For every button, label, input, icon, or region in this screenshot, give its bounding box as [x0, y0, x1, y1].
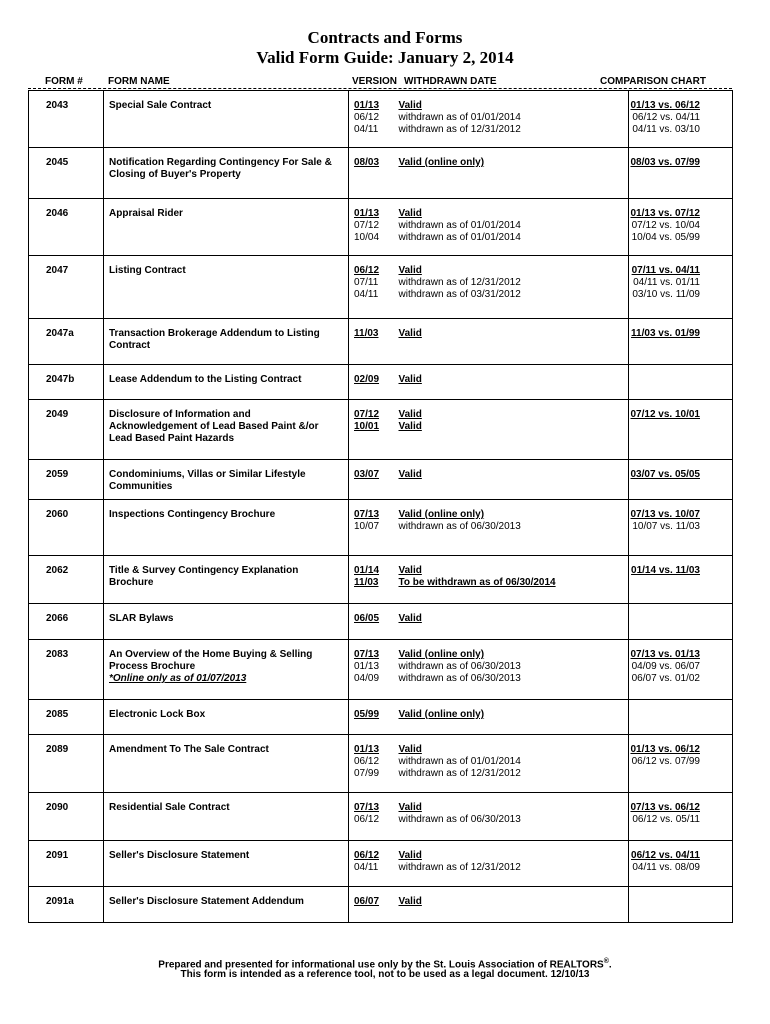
version-cell [349, 400, 399, 460]
comparison-line: 01/13 vs. 07/12 [630, 208, 700, 219]
withdrawn-line: Valid [398, 374, 422, 385]
form-name [104, 148, 349, 199]
table-row [29, 841, 733, 887]
withdrawn-line: withdrawn as of 01/01/2014 [398, 232, 521, 243]
comparison-line: 11/03 vs. 01/99 [631, 328, 700, 339]
form-name [104, 91, 349, 148]
form-name-line: Communities [109, 481, 173, 492]
form-name [104, 700, 349, 735]
version-line: 10/01 [354, 421, 380, 432]
comparison-line: 07/12 vs. 10/04 [631, 220, 700, 231]
forms-table [28, 90, 733, 923]
withdrawn-line: Valid [398, 850, 422, 861]
form-number: 2043 [29, 91, 104, 148]
withdrawn-line: Valid [398, 409, 422, 420]
form-number: 2046 [29, 199, 104, 256]
form-name-line: Brochure [109, 577, 154, 588]
comparison-cell [629, 319, 733, 365]
version-line: 06/07 [354, 896, 380, 907]
version-line: 07/13 [354, 649, 380, 660]
version-line: 07/13 [354, 509, 380, 520]
version-line: 11/03 [354, 577, 379, 588]
version-line: 05/99 [354, 709, 380, 720]
comparison-cell [629, 256, 733, 319]
form-name-line: Lead Based Paint Hazards [109, 433, 235, 444]
header-form-num: FORM # [45, 76, 83, 87]
version-cell [349, 500, 399, 556]
form-name-line: Seller's Disclosure Statement Addendum [109, 896, 304, 907]
form-number: 2089 [29, 735, 104, 793]
form-number: 2060 [29, 500, 104, 556]
withdrawn-cell [399, 199, 629, 256]
comparison-line: 08/03 vs. 07/99 [630, 157, 700, 168]
table-row [29, 256, 733, 319]
table-row [29, 91, 733, 148]
comparison-line: 03/07 vs. 05/05 [630, 469, 700, 480]
version-line: 07/12 [354, 220, 380, 231]
page-subtitle: Valid Form Guide: January 2, 2014 [256, 48, 514, 67]
form-name [104, 365, 349, 400]
form-number: 2049 [29, 400, 104, 460]
comparison-cell [629, 400, 733, 460]
table-row [29, 556, 733, 604]
version-line: 04/11 [354, 289, 379, 300]
comparison-cell [629, 500, 733, 556]
withdrawn-cell [399, 700, 629, 735]
withdrawn-line: Valid (online only) [398, 649, 485, 660]
withdrawn-line: withdrawn as of 01/01/2014 [398, 756, 521, 767]
version-line: 10/07 [354, 521, 380, 532]
comparison-cell [629, 148, 733, 199]
withdrawn-cell [399, 500, 629, 556]
withdrawn-cell [399, 319, 629, 365]
header-version: VERSION [352, 76, 398, 87]
withdrawn-line: To be withdrawn as of 06/30/2014 [398, 577, 556, 588]
version-cell [349, 793, 399, 841]
form-name [104, 556, 349, 604]
comparison-line: 06/12 vs. 07/99 [631, 756, 700, 767]
version-line: 04/09 [354, 673, 380, 684]
form-name-line: Process Brochure [109, 661, 196, 672]
form-name [104, 400, 349, 460]
header-divider [28, 88, 732, 89]
form-number: 2085 [29, 700, 104, 735]
version-line: 06/05 [354, 613, 380, 624]
comparison-line: 04/11 vs. 03/10 [632, 124, 700, 135]
withdrawn-line: withdrawn as of 06/30/2013 [398, 814, 521, 825]
version-line: 03/07 [354, 469, 380, 480]
form-name [104, 604, 349, 640]
form-number: 2062 [29, 556, 104, 604]
comparison-line: 04/11 vs. 08/09 [632, 862, 700, 873]
version-line: 07/13 [354, 802, 380, 813]
withdrawn-line: withdrawn as of 03/31/2012 [398, 289, 521, 300]
form-name [104, 841, 349, 887]
registered-mark: ® [603, 958, 609, 965]
version-line: 10/04 [354, 232, 380, 243]
version-line: 11/03 [354, 328, 379, 339]
form-number: 2091a [29, 887, 104, 923]
table-row [29, 700, 733, 735]
withdrawn-line: Valid [398, 613, 422, 624]
version-line: 01/13 [354, 208, 380, 219]
form-name-line: *Online only as of 01/07/2013 [109, 673, 247, 684]
withdrawn-line: Valid [398, 208, 422, 219]
version-line: 01/14 [354, 565, 380, 576]
comparison-cell [629, 556, 733, 604]
table-row [29, 400, 733, 460]
form-name-line: Listing Contract [109, 265, 186, 276]
comparison-line: 04/09 vs. 06/07 [631, 661, 700, 672]
comparison-line: 07/13 vs. 10/07 [630, 509, 700, 520]
withdrawn-line: Valid [398, 100, 422, 111]
version-line: 01/13 [354, 100, 380, 111]
form-number: 2047b [29, 365, 104, 400]
comparison-line: 07/13 vs. 01/13 [630, 649, 700, 660]
version-cell [349, 460, 399, 500]
version-line: 07/11 [354, 277, 379, 288]
form-name-line: Transaction Brokerage Addendum to Listing [109, 328, 320, 339]
version-line: 04/11 [354, 124, 379, 135]
page-title: Contracts and Forms [307, 28, 463, 47]
form-number: 2047 [29, 256, 104, 319]
comparison-cell [629, 91, 733, 148]
withdrawn-cell [399, 556, 629, 604]
withdrawn-cell [399, 91, 629, 148]
form-name-line: Inspections Contingency Brochure [109, 509, 276, 520]
withdrawn-line: Valid [398, 328, 422, 339]
version-line: 06/12 [354, 756, 380, 767]
form-name [104, 500, 349, 556]
comparison-line: 07/13 vs. 06/12 [630, 802, 700, 813]
table-row [29, 199, 733, 256]
withdrawn-line: Valid (online only) [398, 509, 485, 520]
version-cell [349, 700, 399, 735]
version-cell [349, 319, 399, 365]
version-cell [349, 640, 399, 700]
version-line: 08/03 [354, 157, 380, 168]
version-line: 07/99 [354, 768, 380, 779]
comparison-cell [629, 199, 733, 256]
footer-line-1-text: Prepared and presented for informational use only by the St. Louis Association of REALTORS [158, 959, 604, 971]
table-row [29, 793, 733, 841]
form-name-line: Lease Addendum to the Listing Contract [109, 374, 302, 385]
form-name-line: An Overview of the Home Buying & Selling [109, 649, 313, 660]
comparison-line: 07/12 vs. 10/01 [630, 409, 700, 420]
comparison-line: 01/13 vs. 06/12 [630, 744, 700, 755]
table-row [29, 460, 733, 500]
comparison-line: 06/12 vs. 04/11 [631, 850, 700, 861]
comparison-line: 01/14 vs. 11/03 [631, 565, 700, 576]
withdrawn-cell [399, 887, 629, 923]
version-cell [349, 887, 399, 923]
version-cell [349, 556, 399, 604]
comparison-cell [629, 735, 733, 793]
withdrawn-line: Valid (online only) [398, 709, 485, 720]
withdrawn-line: withdrawn as of 06/30/2013 [398, 521, 521, 532]
header-form-name: FORM NAME [108, 76, 170, 87]
comparison-cell [629, 604, 733, 640]
form-name [104, 319, 349, 365]
withdrawn-line: Valid (online only) [398, 157, 485, 168]
form-number: 2090 [29, 793, 104, 841]
form-name [104, 460, 349, 500]
comparison-line: 07/11 vs. 04/11 [631, 265, 700, 276]
form-number: 2083 [29, 640, 104, 700]
comparison-cell [629, 887, 733, 923]
table-row [29, 148, 733, 199]
version-cell [349, 256, 399, 319]
comparison-line: 06/07 vs. 01/02 [631, 673, 700, 684]
table-row [29, 887, 733, 923]
form-name [104, 256, 349, 319]
form-name [104, 640, 349, 700]
withdrawn-line: withdrawn as of 12/31/2012 [398, 768, 521, 779]
comparison-line: 01/13 vs. 06/12 [630, 100, 700, 111]
table-row [29, 640, 733, 700]
withdrawn-cell [399, 365, 629, 400]
version-cell [349, 735, 399, 793]
form-name-line: Contract [109, 340, 151, 351]
form-name-line: Closing of Buyer's Property [109, 169, 241, 180]
comparison-line: 10/07 vs. 11/03 [632, 521, 700, 532]
form-name-line: Notification Regarding Contingency For Sale & [109, 157, 332, 168]
footer-line-2: This form is intended as a reference tool, not to be used as a legal document. 12/10/13 [180, 969, 590, 980]
version-cell [349, 148, 399, 199]
comparison-cell [629, 700, 733, 735]
withdrawn-cell [399, 148, 629, 199]
withdrawn-line: Valid [398, 896, 422, 907]
form-number: 2066 [29, 604, 104, 640]
version-line: 07/12 [354, 409, 380, 420]
version-cell [349, 91, 399, 148]
version-line: 06/12 [354, 814, 380, 825]
table-row [29, 735, 733, 793]
form-name-line: Appraisal Rider [109, 208, 183, 219]
comparison-line: 06/12 vs. 05/11 [632, 814, 700, 825]
form-name-line: Residential Sale Contract [109, 802, 230, 813]
withdrawn-line: withdrawn as of 12/31/2012 [398, 124, 521, 135]
withdrawn-line: Valid [398, 469, 422, 480]
version-line: 06/12 [354, 265, 380, 276]
footer-line-1-end: . [608, 959, 612, 971]
version-line: 04/11 [354, 862, 379, 873]
withdrawn-cell [399, 841, 629, 887]
version-line: 01/13 [354, 744, 380, 755]
version-cell [349, 841, 399, 887]
form-number: 2059 [29, 460, 104, 500]
withdrawn-line: Valid [398, 265, 422, 276]
withdrawn-cell [399, 400, 629, 460]
withdrawn-cell [399, 640, 629, 700]
version-cell [349, 199, 399, 256]
withdrawn-line: Valid [398, 565, 422, 576]
withdrawn-cell [399, 604, 629, 640]
comparison-cell [629, 460, 733, 500]
withdrawn-line: withdrawn as of 01/01/2014 [398, 220, 521, 231]
withdrawn-line: withdrawn as of 06/30/2013 [398, 673, 521, 684]
version-line: 02/09 [354, 374, 380, 385]
comparison-cell [629, 841, 733, 887]
form-name-line: Seller's Disclosure Statement [109, 850, 250, 861]
header-withdrawn-date: WITHDRAWN DATE [404, 76, 497, 87]
comparison-cell [629, 793, 733, 841]
withdrawn-line: withdrawn as of 01/01/2014 [398, 112, 521, 123]
form-name [104, 887, 349, 923]
form-name [104, 793, 349, 841]
withdrawn-cell [399, 793, 629, 841]
version-cell [349, 365, 399, 400]
table-row [29, 319, 733, 365]
withdrawn-cell [399, 735, 629, 793]
version-line: 01/13 [354, 661, 380, 672]
withdrawn-line: withdrawn as of 12/31/2012 [398, 862, 521, 873]
withdrawn-line: Valid [398, 802, 422, 813]
form-name-line: Acknowledgement of Lead Based Paint &/or [109, 421, 319, 432]
comparison-line: 10/04 vs. 05/99 [631, 232, 700, 243]
form-number: 2047a [29, 319, 104, 365]
form-number: 2045 [29, 148, 104, 199]
form-number: 2091 [29, 841, 104, 887]
form-name-line: Disclosure of Information and [109, 409, 251, 420]
form-name-line: Special Sale Contract [109, 100, 212, 111]
comparison-cell [629, 640, 733, 700]
version-line: 06/12 [354, 112, 380, 123]
form-name-line: SLAR Bylaws [109, 613, 174, 624]
comparison-line: 04/11 vs. 01/11 [633, 277, 700, 288]
withdrawn-line: Valid [398, 744, 422, 755]
withdrawn-line: withdrawn as of 06/30/2013 [398, 661, 521, 672]
withdrawn-line: withdrawn as of 12/31/2012 [398, 277, 521, 288]
form-name [104, 199, 349, 256]
form-name-line: Amendment To The Sale Contract [109, 744, 269, 755]
form-name [104, 735, 349, 793]
withdrawn-cell [399, 256, 629, 319]
version-cell [349, 604, 399, 640]
withdrawn-line: Valid [398, 421, 422, 432]
table-row [29, 365, 733, 400]
comparison-line: 03/10 vs. 11/09 [632, 289, 700, 300]
withdrawn-cell [399, 460, 629, 500]
form-name-line: Title & Survey Contingency Explanation [109, 565, 299, 576]
comparison-cell [629, 365, 733, 400]
table-row [29, 604, 733, 640]
version-line: 06/12 [354, 850, 380, 861]
form-name-line: Electronic Lock Box [109, 709, 206, 720]
comparison-line: 06/12 vs. 04/11 [632, 112, 700, 123]
form-name-line: Condominiums, Villas or Similar Lifestyle [109, 469, 306, 480]
header-comparison-chart: COMPARISON CHART [600, 76, 706, 87]
table-row [29, 500, 733, 556]
